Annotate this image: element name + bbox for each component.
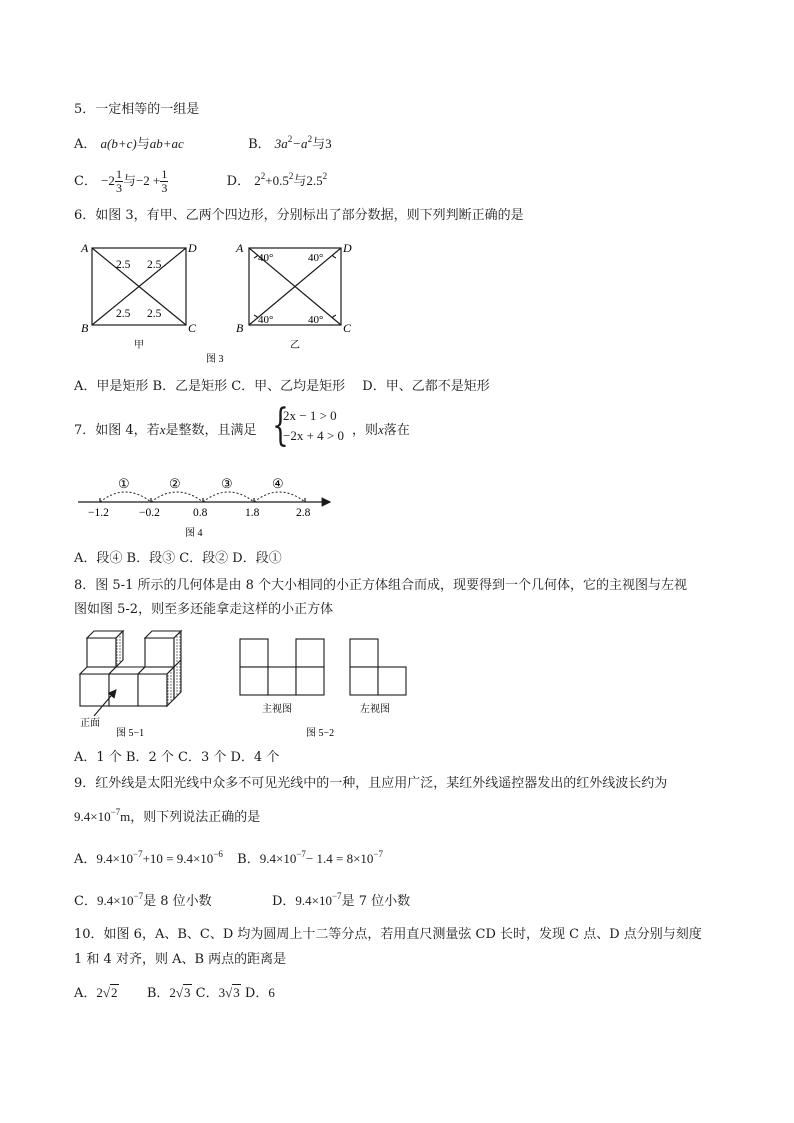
q7-tick-label-3: 0.8: [193, 507, 208, 519]
q5-a-expr1: a(b+c): [100, 136, 137, 151]
q7-stem-mid: 是整数，且满足: [165, 423, 257, 438]
q5-c-whole1: −2: [101, 173, 115, 188]
q5-d-t1: 2: [254, 173, 261, 188]
q9-b-e2: −7: [373, 849, 383, 859]
q8-options: A．1 个 B．2 个 C．3 个 D．4 个: [74, 750, 280, 765]
q8-figure: [74, 624, 424, 744]
q9-value-unit: m: [120, 809, 131, 824]
q5-a-mid: 与: [136, 137, 150, 152]
q6-fig2-caption: 乙: [290, 340, 300, 351]
q7-options: A．段④ B．段③ C．段② D．段①: [74, 551, 282, 566]
q5-b-exp2: 2: [307, 134, 313, 144]
q5-a-expr2: ab+ac: [149, 136, 184, 151]
q8-fig1-caption: 图 5−1: [116, 728, 145, 739]
q9-options-row1: [74, 850, 383, 869]
q6-fig1-seg-2: 2.5: [147, 259, 162, 271]
q7-tick-label-1: −1.2: [88, 507, 109, 519]
q5-d-t3: 2.5: [306, 173, 323, 188]
q8-solid-cubes: [80, 631, 181, 706]
q5-b-exp1: 2: [287, 134, 293, 144]
q9-a-lhs: 9.4×10: [96, 851, 133, 866]
q9-a-e2: −6: [213, 849, 223, 859]
q10-c-label: C．: [195, 986, 219, 1001]
q7-arc-4: [254, 492, 305, 502]
q6-fig1-caption: 甲: [134, 340, 144, 351]
q6-fig1-seg-3: 2.5: [116, 308, 131, 320]
q10-d-label: D．: [244, 986, 269, 1001]
q5-b-base: 3a: [274, 136, 288, 151]
q7-stem-end: [352, 421, 410, 440]
q9-stem-line1: 9．红外线是太阳光线中众多不可见光线中的一种，且应用广泛，某红外线遥控器发出的红外线波长约为: [74, 776, 668, 791]
q7-segment-1: ①: [118, 476, 130, 491]
q10-a-label: A．: [74, 986, 97, 1001]
q10-options: [74, 984, 275, 1003]
q7-stem: [74, 421, 256, 440]
q7-var: x: [159, 422, 166, 437]
q10-b-value: 2√3: [169, 985, 191, 1000]
q9-c-e: −7: [133, 891, 144, 901]
q8-left-view-label: 左视图: [360, 704, 390, 715]
q6-fig2-angle-2: 40°: [308, 252, 324, 264]
q7-tick-marks: [100, 498, 305, 502]
q9-d-lhs: 9.4×10: [295, 893, 332, 908]
q10-stem-line2: 1 和 4 对齐，则 A、B 两点的距离是: [74, 952, 287, 967]
q8-stem-line2: 图如图 5-2，则至多还能拿走这样的小正方体: [74, 602, 334, 617]
q9-c-label: C．: [74, 894, 97, 909]
q5-options-row2: [74, 168, 327, 195]
q6-fig1-rect: [92, 248, 186, 325]
q7-tick-label-5: 2.8: [296, 507, 311, 519]
q7-number-line-figure: [74, 474, 336, 544]
q10-b-label: B．: [146, 986, 170, 1001]
q6-fig2-angle-1: 40°: [258, 252, 274, 264]
q7-ineq1: 2x − 1 > 0: [283, 408, 337, 423]
q6-fig1-seg-1: 2.5: [116, 259, 131, 271]
q5-d-mid: 与: [293, 174, 307, 189]
q5-d-e1: 2: [260, 171, 266, 181]
q6-fig2-vertex-a: A: [236, 241, 244, 255]
q5-d-t2: +0.5: [265, 173, 289, 188]
q5-c-frac1: $\frac{1}{3}$: [115, 167, 122, 195]
q8-main-view-label: 主视图: [262, 704, 292, 715]
q5-d-e2: 2: [288, 171, 294, 181]
q5-c-frac2: $\frac{1}{3}$: [161, 167, 168, 195]
q9-options-row2: [74, 892, 410, 911]
q9-stem-suffix: ，则下列说法正确的是: [130, 810, 261, 825]
q5-d-label: D．: [226, 174, 251, 189]
q5-c-label: C．: [74, 174, 97, 189]
q9-d-e: −7: [331, 891, 342, 901]
q5-d-e3: 2: [322, 171, 328, 181]
q7-arc-2: [151, 492, 203, 502]
q9-a-label: A．: [74, 852, 97, 867]
q6-options: A．甲是矩形 B．乙是矩形 C．甲、乙均是矩形 D．甲、乙都不是矩形: [74, 379, 490, 394]
q6-fig1-vertex-a: A: [81, 241, 89, 255]
q6-fig2-vertex-c: C: [343, 321, 352, 335]
q9-value-base: 9.4×10: [74, 809, 111, 824]
q7-stem-suffix1: ，则: [352, 423, 379, 438]
q5-stem: 5．一定相等的一组是: [74, 102, 200, 117]
q6-figure-caption: 图 3: [206, 354, 224, 365]
q7-segment-4: ④: [272, 476, 284, 491]
q9-a-e1: −7: [132, 849, 143, 859]
q10-d-value: 6: [268, 985, 275, 1000]
q6-fig2-vertex-b: B: [236, 321, 244, 335]
q9-d-text: 是 7 位小数: [341, 894, 411, 909]
q10-c-value: 3√3: [218, 985, 240, 1000]
q10-a-value: 2√2: [96, 985, 118, 1000]
q5-b-label: B．: [248, 137, 271, 152]
q7-arc-3: [203, 492, 254, 502]
q7-arc-1: [100, 492, 151, 502]
q8-front-label: 正面: [80, 718, 100, 729]
q6-fig1-seg-4: 2.5: [147, 308, 162, 320]
q7-ineq2: −2x + 4 > 0: [283, 428, 344, 443]
q8-main-view: [240, 639, 324, 695]
q6-fig1-vertex-d: D: [188, 241, 197, 255]
q7-figure-caption: 图 4: [185, 528, 203, 539]
q9-d-label: D．: [271, 894, 296, 909]
q6-fig2-vertex-d: D: [343, 241, 352, 255]
q9-c-text: 是 8 位小数: [143, 894, 212, 909]
q6-fig1-vertex-b: B: [81, 321, 89, 335]
q8-fig2-caption: 图 5−2: [306, 728, 335, 739]
q9-c-lhs: 9.4×10: [96, 893, 134, 908]
q8-left-view: [350, 639, 406, 695]
q10-stem-line1: 10．如图 6，A、B、C、D 均为圆周上十二等分点，若用直尺测量弦 CD 长时，发现 C 点、D 点分别与刻度: [74, 927, 702, 942]
q6-fig1-vertex-c: C: [188, 321, 197, 335]
q6-figure: [76, 236, 366, 370]
q6-stem: 6．如图 3，有甲、乙两个四边形，分别标出了部分数据，则下列判断正确的是: [74, 208, 524, 223]
q5-b-rhs: 3: [325, 136, 332, 151]
q5-options-row1: [74, 135, 332, 154]
q9-b-lhs: 9.4×10: [259, 851, 297, 866]
q5-c-whole2: −2 +: [135, 173, 161, 188]
q7-stem-suffix2: 落在: [383, 423, 410, 438]
q9-stem-line2: [74, 808, 260, 827]
q6-fig2-angle-3: 40°: [258, 314, 274, 326]
q6-fig2-angle-4: 40°: [308, 314, 324, 326]
q5-a-label: A．: [74, 137, 97, 152]
q7-segment-2: ②: [169, 476, 181, 491]
q5-b-mid: 与: [312, 137, 326, 152]
q5-b-minus: −a: [292, 136, 308, 151]
q5-c-mid: 与: [122, 174, 136, 189]
q7-stem-prefix: 7．如图 4，若: [74, 423, 160, 438]
q9-b-mid: − 1.4 = 8×10: [305, 851, 374, 866]
q7-segment-3: ③: [221, 476, 233, 491]
q9-value-exp: −7: [110, 807, 121, 817]
q7-tick-label-2: −0.2: [139, 507, 160, 519]
q7-var-2: x: [378, 422, 384, 437]
q9-b-label: B．: [237, 852, 260, 867]
q9-b-e1: −7: [296, 849, 306, 859]
q8-stem-line1: 8．图 5-1 所示的几何体是由 8 个大小相同的小正方体组合而成，现要得到一个几何体，它的主视图与左视: [74, 578, 688, 593]
q7-tick-label-4: 1.8: [245, 507, 260, 519]
q9-a-mid: +10 = 9.4×10: [142, 851, 214, 866]
